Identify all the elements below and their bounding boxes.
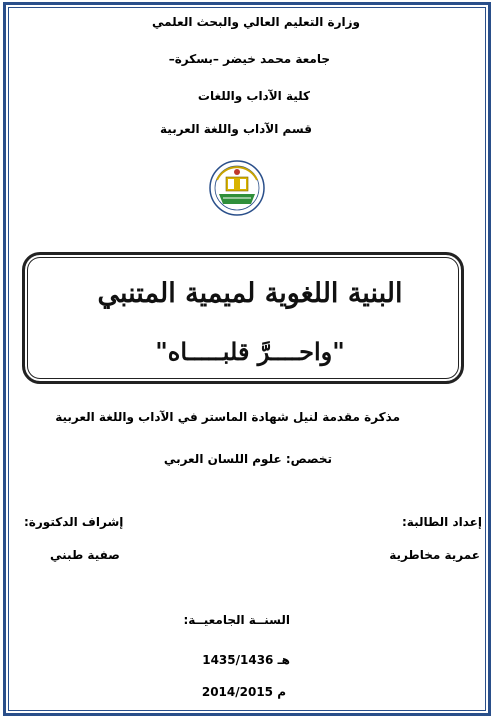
academic-year-hijri: 1435/1436 هـ — [202, 653, 290, 667]
memo-description: مذكرة مقدمة لنيل شهادة الماستر في الآداب واللغة العربية — [55, 410, 400, 424]
student-name: عمرية مخاطرية — [389, 548, 480, 562]
prepared-by-label: إعداد الطالبة: — [402, 515, 482, 529]
academic-year-label: السنــة الجامعيــة: — [183, 613, 290, 627]
thesis-subtitle: "واحــــرَّ قلبـــــاه" — [155, 337, 345, 366]
specialty: تخصص: علوم اللسان العربي — [163, 452, 332, 466]
academic-year-gregorian: 2014/2015 م — [201, 685, 286, 699]
department-name: قسم الآداب واللغة العربية — [160, 122, 312, 136]
university-seal-icon — [207, 150, 267, 230]
university-name: جامعة محمد خيضر –بسكرة– — [168, 52, 330, 66]
supervised-by-label: إشراف الدكتورة: — [24, 515, 124, 529]
ministry-name: وزارة التعليم العالي والبحث العلمي — [151, 15, 360, 29]
faculty-name: كلية الآداب واللغات — [197, 89, 310, 103]
thesis-title: البنية اللغوية لميمية المتنبي — [97, 278, 403, 309]
supervisor-name: صفية طبني — [50, 548, 120, 562]
